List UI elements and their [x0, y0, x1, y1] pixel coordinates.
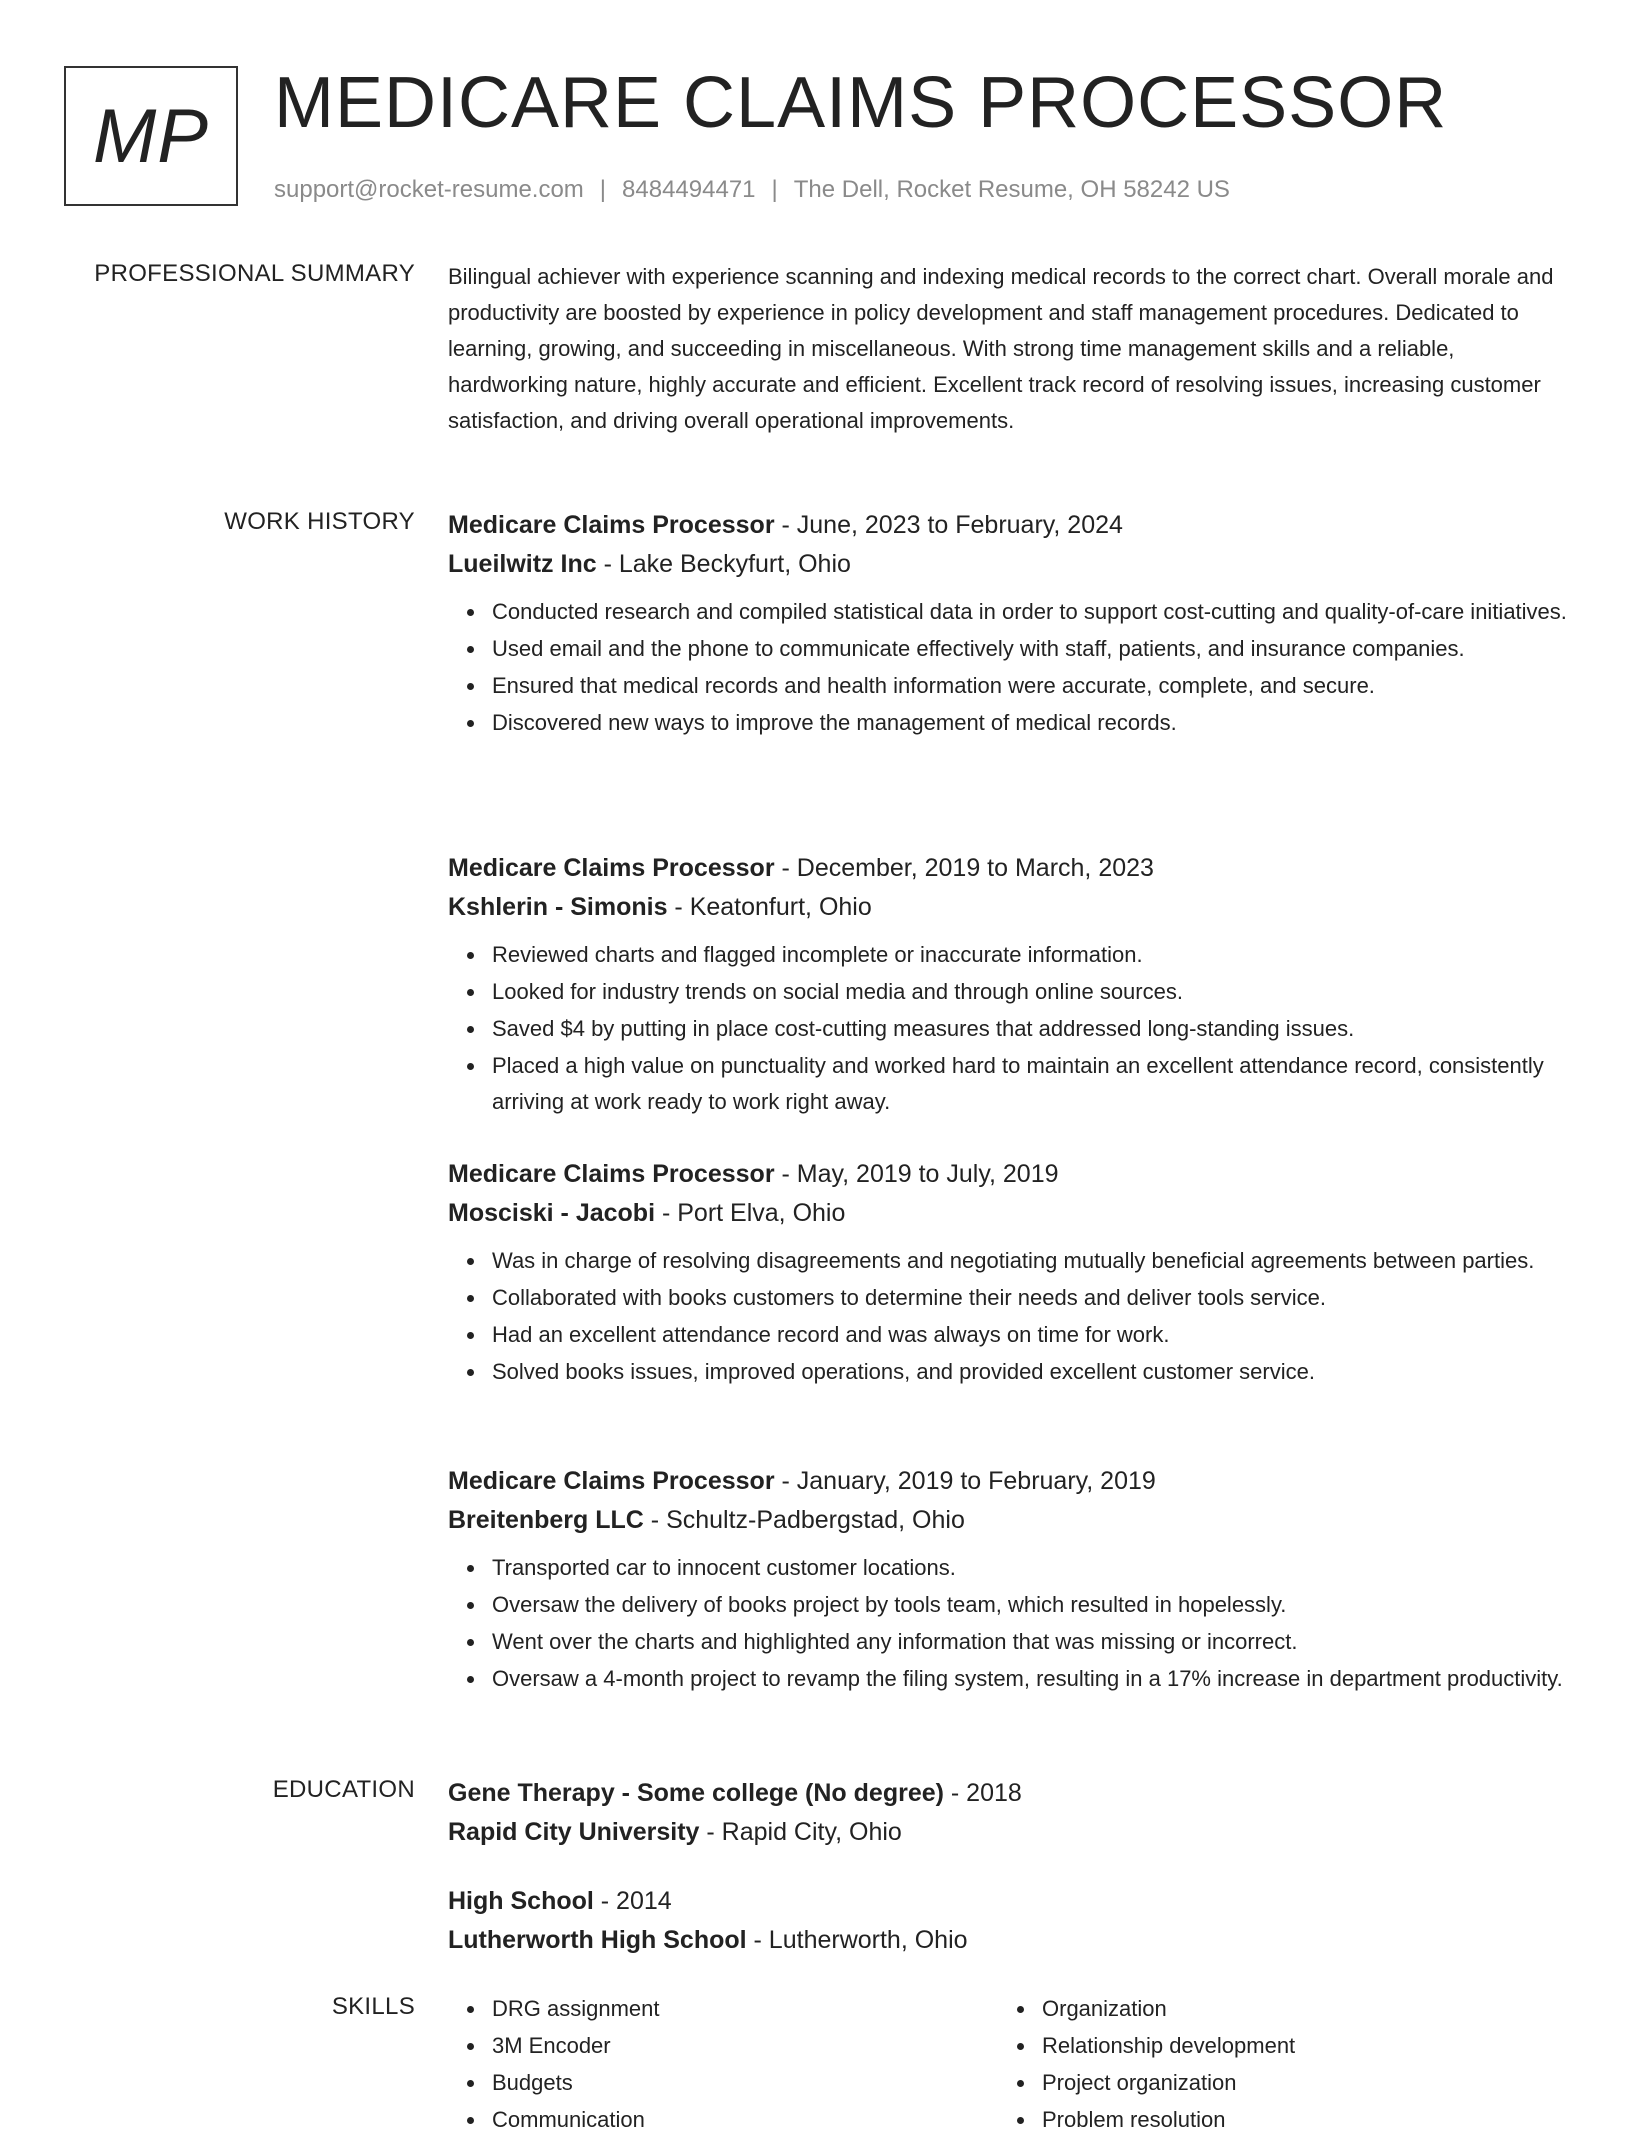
list-item: 3M Encoder [492, 2028, 968, 2064]
job-entry [448, 849, 1568, 1121]
job-location: - Lake Beckyfurt, Ohio [596, 550, 851, 578]
education-school: Lutherworth High School [448, 1926, 747, 1954]
section-heading: SKILLS [331, 1993, 415, 2020]
job-company: Breitenberg LLC [448, 1506, 644, 1534]
list-item: Oversaw the delivery of books project by tools team, which resulted in hopelessly. [492, 1587, 1568, 1623]
job-title: Medicare Claims Processor [448, 854, 775, 882]
list-item: DRG assignment [492, 1991, 968, 2027]
job-company: Mosciski - Jacobi [448, 1199, 656, 1227]
education-degree-line [448, 1882, 1568, 1921]
job-title: Medicare Claims Processor [448, 1160, 775, 1188]
summary-body [448, 259, 1568, 439]
skills-column-right [998, 1991, 1518, 2139]
list-item: Was in charge of resolving disagreements and negotiating mutually beneficial agreements between parties. [492, 1243, 1568, 1279]
job-dates: - December, 2019 to March, 2023 [774, 854, 1154, 882]
section-heading: WORK HISTORY [224, 508, 415, 535]
list-item: Looked for industry trends on social media and through online sources. [492, 974, 1568, 1010]
list-item: Collaborated with books customers to determine their needs and deliver tools service. [492, 1280, 1568, 1316]
list-item: Problem resolution [1042, 2102, 1518, 2138]
list-item: Transported car to innocent customer locations. [492, 1550, 1568, 1586]
list-item: Went over the charts and highlighted any information that was missing or incorrect. [492, 1624, 1568, 1660]
candidate-name: MEDICARE CLAIMS PROCESSOR [274, 63, 1448, 143]
job-location: - Keatonfurt, Ohio [667, 893, 872, 921]
contact-separator: | [599, 176, 607, 203]
list-item: Ensured that medical records and health information were accurate, complete, and secure. [492, 668, 1568, 704]
job-company-line [448, 545, 1568, 584]
job-title-line [448, 849, 1568, 888]
contact-separator: | [771, 176, 778, 203]
list-item: Discovered new ways to improve the management of medical records. [492, 705, 1568, 741]
skills-list [998, 1991, 1518, 2138]
monogram-logo: MP [64, 66, 238, 206]
job-entry [448, 1462, 1568, 1698]
education-entry [448, 1882, 1568, 1960]
job-company: Kshlerin - Simonis [448, 893, 668, 921]
job-company: Lueilwitz Inc [448, 550, 597, 578]
job-entry [448, 506, 1568, 742]
job-bullets [448, 937, 1568, 1120]
list-item: Saved $4 by putting in place cost-cutting measures that addressed long-standing issues. [492, 1011, 1568, 1047]
education-school-line [448, 1813, 1568, 1852]
job-entry [448, 1155, 1568, 1391]
list-item: Relationship development [1042, 2028, 1518, 2064]
job-location: - Schultz-Padbergstad, Ohio [643, 1506, 965, 1534]
job-company-line [448, 1501, 1568, 1540]
list-item: Conducted research and compiled statistical data in order to support cost-cutting and quality-of-care initiatives. [492, 594, 1568, 630]
job-bullets [448, 1550, 1568, 1697]
contact-email[interactable]: support@rocket-resume.com [274, 176, 584, 203]
education-location: - Lutherworth, Ohio [746, 1926, 968, 1954]
list-item: Had an excellent attendance record and was always on time for work. [492, 1317, 1568, 1353]
job-company-line [448, 1194, 1568, 1233]
job-title-line [448, 1462, 1568, 1501]
education-degree-line [448, 1774, 1568, 1813]
job-title-line [448, 1155, 1568, 1194]
job-dates: - June, 2023 to February, 2024 [774, 511, 1123, 539]
education-year: - 2018 [943, 1779, 1022, 1807]
list-item: Project organization [1042, 2065, 1518, 2101]
list-item: Communication [492, 2102, 968, 2138]
job-location: - Port Elva, Ohio [655, 1199, 846, 1227]
list-item: Reviewed charts and flagged incomplete or inaccurate information. [492, 937, 1568, 973]
contact-phone[interactable]: 8484494471 [622, 176, 756, 203]
job-dates: - January, 2019 to February, 2019 [774, 1467, 1156, 1495]
education-degree: High School [448, 1887, 594, 1915]
section-heading: EDUCATION [272, 1776, 415, 1803]
job-bullets [448, 594, 1568, 741]
job-company-line [448, 888, 1568, 927]
job-title: Medicare Claims Processor [448, 1467, 775, 1495]
list-item: Used email and the phone to communicate effectively with staff, patients, and insurance companies. [492, 631, 1568, 667]
list-item: Placed a high value on punctuality and worked hard to maintain an excellent attendance record, consistently arriving at work ready to work right away. [492, 1048, 1568, 1120]
section-heading: PROFESSIONAL SUMMARY [94, 260, 415, 287]
education-entry [448, 1774, 1568, 1852]
skills-column-left [448, 1991, 968, 2139]
education-location: - Rapid City, Ohio [699, 1818, 902, 1846]
list-item: Oversaw a 4-month project to revamp the filing system, resulting in a 17% increase in department productivity. [492, 1661, 1568, 1697]
job-dates: - May, 2019 to July, 2019 [774, 1160, 1059, 1188]
contact-info [274, 175, 1230, 205]
summary-text: Bilingual achiever with experience scanning and indexing medical records to the correct chart. Overall morale and productivity are boosted by experience in policy development and staff management procedures. Dedicated to learning, growing, and succeeding in miscellaneous. With strong time management skills and a reliable, hardworking nature, highly accurate and efficient. Excellent track record of resolving issues, increasing customer satisfaction, and driving overall operational improvements. [448, 264, 1554, 433]
education-degree: Gene Therapy - Some college (No degree) [448, 1779, 944, 1807]
job-title: Medicare Claims Processor [448, 511, 775, 539]
contact-address: The Dell, Rocket Resume, OH 58242 US [793, 176, 1230, 203]
job-bullets [448, 1243, 1568, 1390]
list-item: Budgets [492, 2065, 968, 2101]
education-school: Rapid City University [448, 1818, 700, 1846]
education-school-line [448, 1921, 1568, 1960]
list-item: Organization [1042, 1991, 1518, 2027]
skills-list [448, 1991, 968, 2138]
education-year: - 2014 [593, 1887, 672, 1915]
list-item: Solved books issues, improved operations, and provided excellent customer service. [492, 1354, 1568, 1390]
job-title-line [448, 506, 1568, 545]
